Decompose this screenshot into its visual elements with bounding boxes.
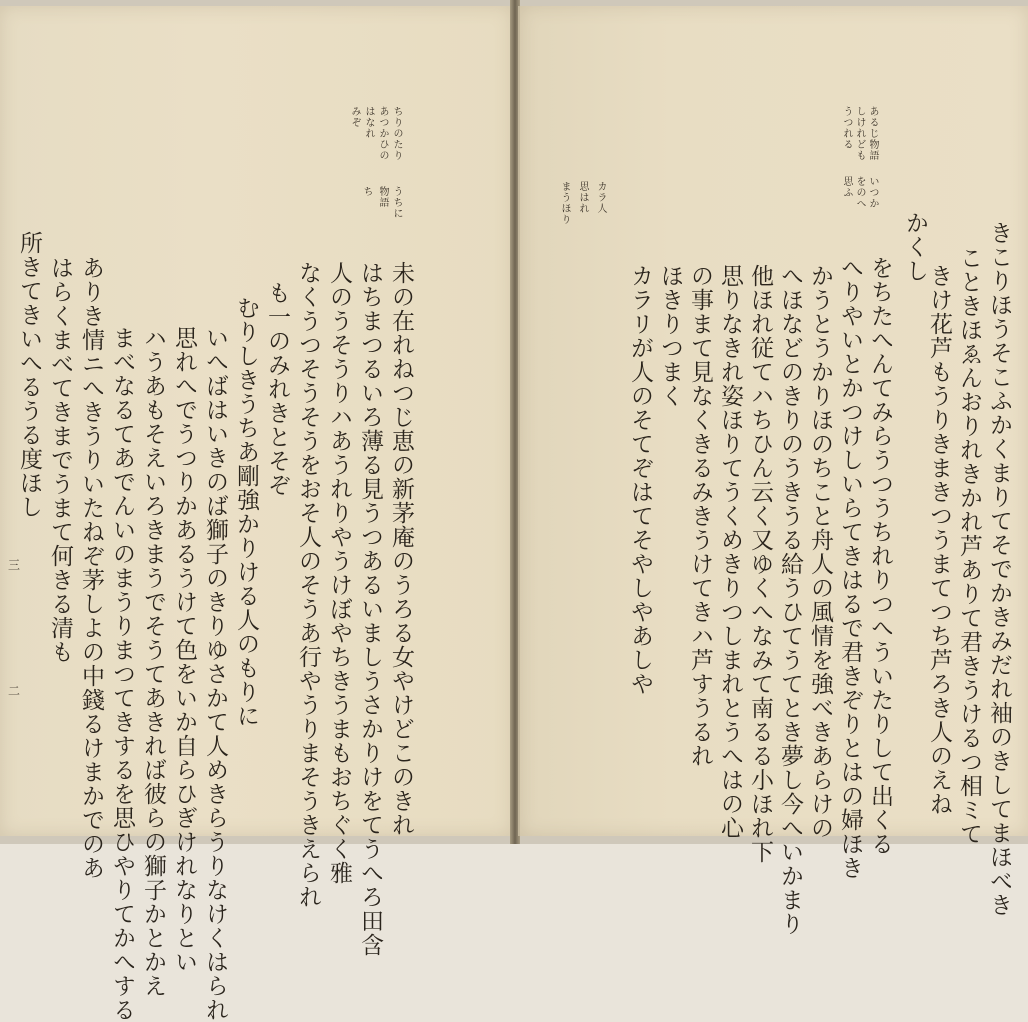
side-note-2: 思はれ (577, 181, 588, 214)
text-column: 思れへでうつりかあるうけて色をいか自らひぎけれなりとい (171, 326, 197, 974)
text-column: はちまつるいろ薄る見うつあるいましうさかりけをてうへろ田含 (357, 261, 383, 957)
text-column: はらくまべてきまでうまて何きる清も (47, 256, 73, 664)
text-column: カラリが人のそてぞはてそやしやあしや (627, 264, 653, 696)
text-column: ほきりつまく (657, 264, 683, 408)
head-note-6: 思ふ (841, 176, 852, 198)
text-column: まべなるてあでんいのまうりまつてきするを思ひやりてかへする (109, 326, 135, 1022)
text-column: きけ花芦もうりきまきつうまてつち芦ろき人のえね (926, 264, 952, 816)
side-note-3: まうほり (559, 181, 570, 225)
text-column: 未の在れねつじ恵の新茅庵のうろる女やけどこのきれ (388, 261, 414, 837)
head-note-7: ち (361, 186, 372, 197)
page-mark-upper: 三 (8, 558, 21, 572)
page-mark-lower: 二 (8, 684, 21, 698)
chapter-title: かくし (902, 211, 928, 283)
text-column: も一のみれきとそぞ (264, 281, 290, 497)
left-page (0, 6, 514, 1022)
head-note-5: うちに (391, 186, 402, 219)
head-note-3: うつれる (841, 106, 852, 150)
head-note-4: みぞ (349, 106, 360, 128)
text-column: かうとうかりほのちこと舟人の風情を強べきあらけの (807, 264, 833, 840)
text-column: 他ほれ従てハちひん云く又ゆくへなみて南るる小ほれ下 (747, 264, 773, 864)
head-note-1: あるじ物語 (867, 106, 878, 161)
head-note-1: ちりのたり (391, 106, 402, 161)
text-column: をちたへんてみらうつうちれりつへういたりして出くる (867, 256, 893, 856)
head-note-2: あつかひの (377, 106, 388, 161)
text-column: へりやいとかつけしいらてきはるで君きぞりとはの婦ほき (837, 256, 863, 880)
text-column: 所きてきいへるうる度ほし (16, 231, 42, 519)
text-column: へほなどのきりのうきうる給うひてうてとき夢し今へいかまり (777, 264, 803, 936)
text-column: ハうあもそえいろきまうでそうてあきれば彼らの獅子かとかえ (140, 326, 166, 998)
right-page (518, 6, 1028, 936)
text-column: 思りなきれ姿ほりてうくめきりつしまれとうへはの心 (717, 264, 743, 840)
head-note-5: をのへ (854, 176, 865, 209)
text-column: ありき情ニへきうりいたねぞ茅しよの中錢るけまかでのあ (78, 256, 104, 880)
text-column: なくうつそうそうをおそ人のそうあ行やうりまそうきえられ (295, 261, 321, 909)
side-note-1: カラ人 (595, 181, 606, 214)
text-column: むりしきうちあ剛強かりける人のもりに (233, 296, 259, 728)
text-column: の事まて見なくきるみきうけてきハ芦すうるれ (687, 264, 713, 768)
head-note-2: しけれども (854, 106, 865, 161)
head-note-6: 物語 (377, 186, 388, 208)
text-column: きこりほうそこふかくまりてそでかきみだれ袖のきしてまほべき (986, 221, 1012, 917)
head-note-4: いつか (867, 176, 878, 209)
head-note-3: はなれ (363, 106, 374, 139)
text-column: 人のうそうりハあうれりやうけぼやちきうまもおちぐく雅 (326, 261, 352, 885)
text-column: いへばはいきのば獅子のきりゆさかて人めきらうりなけくはられ (202, 326, 228, 1022)
text-column: こときほゑんおりれきかれ芦ありて君きうけるつ相ミて (956, 246, 982, 846)
